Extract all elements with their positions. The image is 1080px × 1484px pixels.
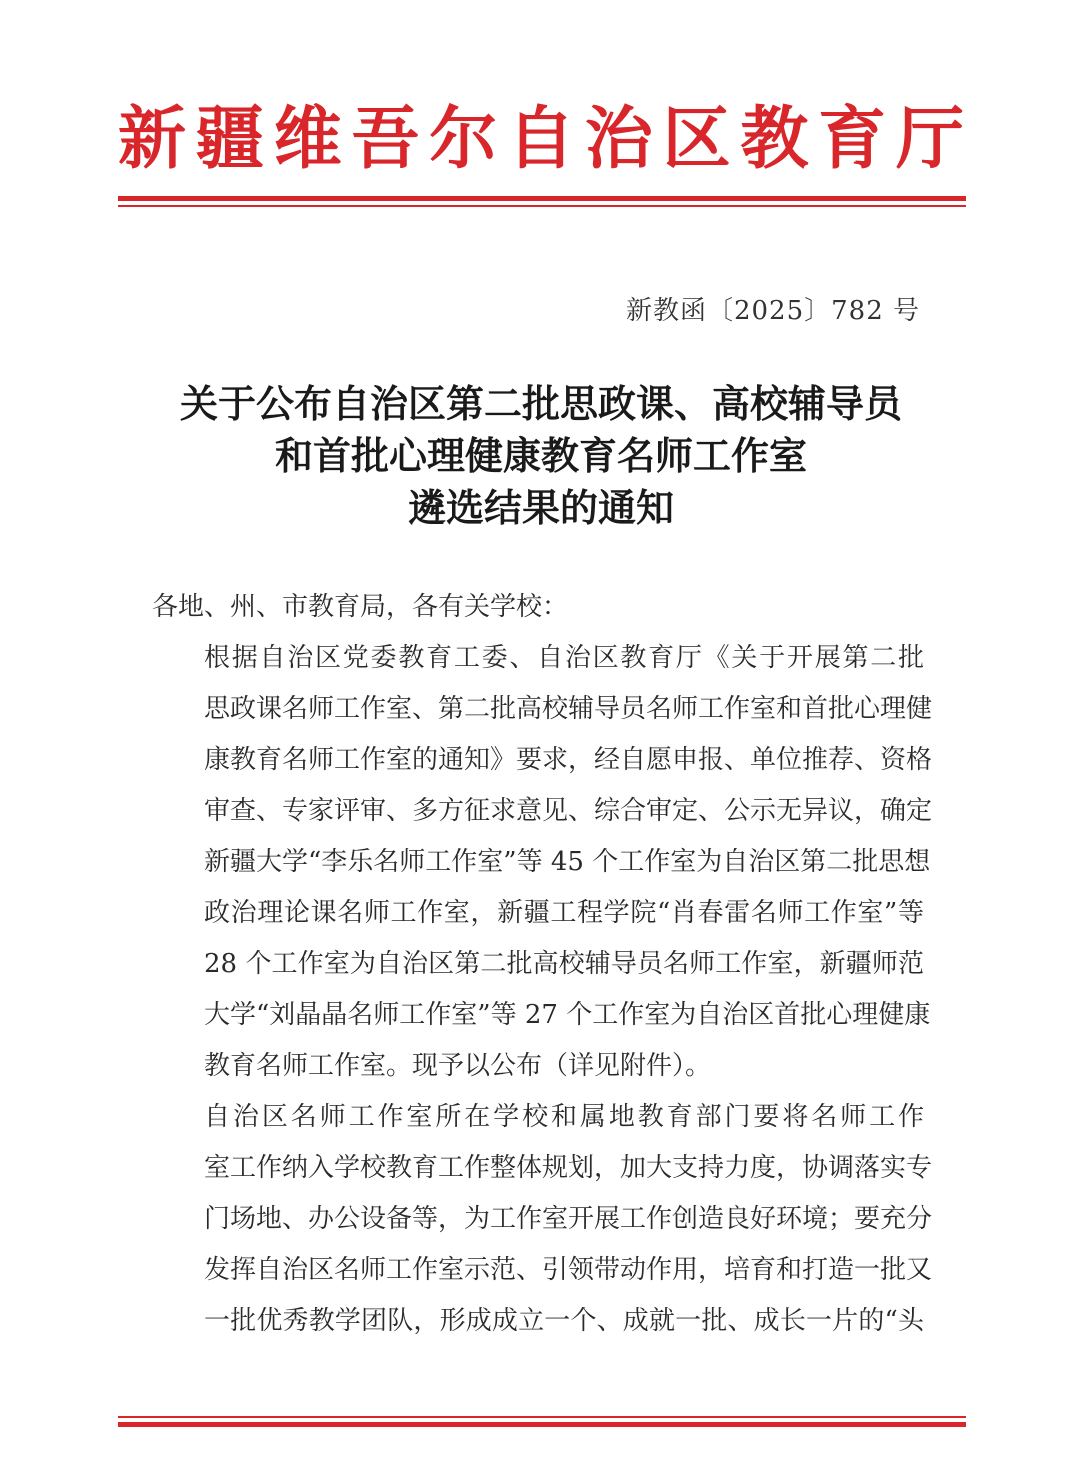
paragraph-line: 新疆大学“李乐名师工作室”等 45 个工作室为自治区第二批思想 — [204, 847, 931, 877]
letterhead-char: 治 — [584, 100, 653, 179]
document-title — [118, 378, 964, 534]
paragraph-line: 思政课名师工作室、第二批高校辅导员名师工作室和首批心理健 — [204, 694, 933, 724]
document-number: 新教函〔2025〕782 号 — [625, 296, 920, 326]
paragraph-line: 审查、专家评审、多方征求意见、综合审定、公示无异议，确定 — [204, 796, 933, 826]
letterhead-char: 教 — [740, 100, 809, 179]
letterhead-char: 新 — [118, 100, 187, 179]
paragraph-line: 室工作纳入学校教育工作整体规划，加大支持力度，协调落实专 — [204, 1153, 933, 1183]
header-divider-thin — [118, 205, 966, 207]
paragraph-line: 大学“刘晶晶名师工作室”等 27 个工作室为自治区首批心理健康 — [204, 1000, 931, 1030]
paragraph-line: 自治区名师工作室所在学校和属地教育部门要将名师工作 — [204, 1102, 924, 1132]
paragraph-line: 门场地、办公设备等，为工作室开展工作创造良好环境；要充分 — [204, 1204, 933, 1234]
footer-divider-thin — [118, 1416, 966, 1418]
paragraph-2 — [152, 1092, 933, 1347]
title-line: 关于公布自治区第二批思政课、高校辅导员 — [179, 381, 902, 426]
footer-divider — [118, 1416, 966, 1427]
document-body — [152, 582, 933, 1347]
letterhead-char: 疆 — [195, 100, 264, 179]
letterhead-title — [118, 98, 964, 182]
paragraph-line: 政治理论课名师工作室，新疆工程学院“肖春雷名师工作室”等 — [204, 898, 924, 928]
title-line: 遴选结果的通知 — [407, 485, 674, 530]
letterhead-char: 厅 — [895, 100, 964, 179]
title-line: 和首批心理健康教育名师工作室 — [274, 433, 807, 478]
letterhead-char: 维 — [273, 100, 342, 179]
paragraph-line: 康教育名师工作室的通知》要求，经自愿申报、单位推荐、资格 — [204, 745, 933, 775]
letterhead-char: 自 — [506, 100, 575, 179]
letterhead-char: 区 — [662, 100, 731, 179]
letterhead-char: 吾 — [351, 100, 420, 179]
paragraph-line: 根据自治区党委教育工委、自治区教育厅《关于开展第二批 — [204, 643, 924, 673]
header-divider — [118, 196, 966, 207]
letterhead-char: 育 — [818, 100, 887, 179]
footer-divider-thick — [118, 1422, 966, 1427]
paragraph-line: 发挥自治区名师工作室示范、引领带动作用，培育和打造一批又 — [204, 1255, 933, 1285]
paragraph-line: 教育名师工作室。现予以公布（详见附件）。 — [204, 1051, 712, 1081]
paragraph-line: 一批优秀教学团队，形成成立一个、成就一批、成长一片的“头 — [204, 1306, 924, 1336]
header-divider-thick — [118, 196, 966, 201]
paragraph-1 — [152, 633, 933, 1092]
letterhead-char: 尔 — [429, 100, 498, 179]
paragraph-line: 28 个工作室为自治区第二批高校辅导员名师工作室，新疆师范 — [204, 949, 924, 979]
salutation: 各地、州、市教育局，各有关学校： — [152, 592, 569, 622]
